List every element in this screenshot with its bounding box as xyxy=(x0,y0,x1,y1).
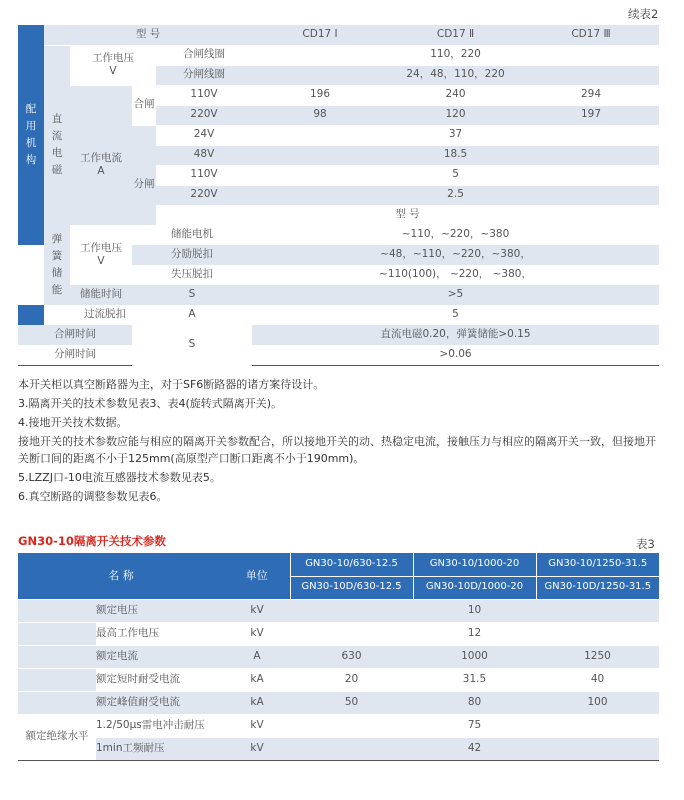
row-value: 42 xyxy=(290,737,659,760)
spring-type-label: 型 号 xyxy=(156,205,659,225)
row-name: 额定峰值耐受电流 xyxy=(96,691,224,714)
note-1: 3.隔离开关的技术参数见表3、表4(旋转式隔离开关)。 xyxy=(18,397,283,410)
table2 xyxy=(18,25,659,246)
open-48v-value: 18.5 xyxy=(252,145,659,165)
notes xyxy=(18,376,663,505)
close-220v-cd17-1: 98 xyxy=(252,105,388,125)
row-unit: kA xyxy=(224,691,290,714)
close-coil-value: 110，220 xyxy=(252,45,659,65)
grp-empty-1 xyxy=(18,599,96,622)
open-24v-value: 37 xyxy=(252,125,659,145)
row-unit: kV xyxy=(224,599,290,622)
grp-empty-3 xyxy=(18,645,96,668)
model-cd17-2: CD17 Ⅱ xyxy=(388,25,523,45)
time-unit: S xyxy=(132,325,252,365)
table2-spring xyxy=(44,225,659,306)
overcurrent-value: 5 xyxy=(252,305,659,325)
row-value-1: 50 xyxy=(290,691,413,714)
spring-label: 弹簧储能 xyxy=(44,225,70,305)
table2-tail xyxy=(18,305,659,366)
current-label: 工作电流 A xyxy=(70,85,132,245)
close-label: 合闸 xyxy=(132,85,156,125)
open-label: 分闸 xyxy=(132,125,156,245)
head-name: 名 称 xyxy=(18,553,224,599)
table3 xyxy=(18,553,659,761)
head-col-3-top: GN30-10/1250-31.5 xyxy=(536,553,659,576)
row-value-2: 31.5 xyxy=(413,668,536,691)
table2-caption: 续表2 xyxy=(628,7,659,21)
head-col-1-top: GN30-10/630-12.5 xyxy=(290,553,413,576)
close-110v-label: 110V xyxy=(156,85,252,105)
table3-tag: 表3 xyxy=(636,537,655,551)
row-unit: kV xyxy=(224,737,290,760)
model-cd17-1: CD17 Ⅰ xyxy=(252,25,388,45)
row-name: 最高工作电压 xyxy=(96,622,224,645)
close-220v-cd17-2: 120 xyxy=(388,105,523,125)
note-2: 4.接地开关技术数据。 xyxy=(18,416,128,429)
open-110v-value: 5 xyxy=(252,165,659,185)
group-insulation: 额定绝缘水平 xyxy=(18,714,96,760)
motor-value: ~110，~220，~380 xyxy=(252,225,659,245)
close-time-label: 合闸时间 xyxy=(18,325,132,345)
row-name: 额定短时耐受电流 xyxy=(96,668,224,691)
spring-voltage-label: 工作电压 V xyxy=(70,225,132,285)
close-110v-cd17-3: 294 xyxy=(523,85,659,105)
shunt-value: ~48，~110，~220，~380， xyxy=(252,245,659,265)
row-value-2: 80 xyxy=(413,691,536,714)
open-time-label: 分闸时间 xyxy=(18,345,132,365)
motor-label: 储能电机 xyxy=(132,225,252,245)
open-220v-value: 2.5 xyxy=(252,185,659,205)
side-bar-cap xyxy=(18,305,44,325)
store-time-label: 储能时间 xyxy=(70,285,132,305)
row-value-2: 1000 xyxy=(413,645,536,668)
note-3: 接地开关的技术参数应能与相应的隔离开关参数配合，所以接地开关的动、热稳定电流，接触压力与相应的隔离开关一致，但接地开关断口间的距离不小于125mm(高原型产口断口距离不小于190mm)。 xyxy=(18,435,656,465)
head-unit: 单位 xyxy=(224,553,290,599)
row-value: 10 xyxy=(290,599,659,622)
close-220v-cd17-3: 197 xyxy=(523,105,659,125)
grp-empty-5 xyxy=(18,691,96,714)
em-label: 直流电磁 xyxy=(44,45,70,245)
close-220v-label: 220V xyxy=(156,105,252,125)
row-name: 额定电流 xyxy=(96,645,224,668)
open-coil-label: 分闸线圈 xyxy=(156,65,252,85)
open-time-value: >0.06 xyxy=(252,345,659,365)
close-110v-cd17-1: 196 xyxy=(252,85,388,105)
undervolt-value: ~110(100)， ~220， ~380， xyxy=(252,265,659,285)
row-value: 75 xyxy=(290,714,659,737)
shunt-label: 分励脱扣 xyxy=(132,245,252,265)
row-value-1: 630 xyxy=(290,645,413,668)
row-value-3: 40 xyxy=(536,668,659,691)
note-4: 5.LZZJ口-10电流互感器技术参数见表5。 xyxy=(18,471,221,484)
undervolt-label: 失压脱扣 xyxy=(132,265,252,285)
type-label: 型 号 xyxy=(44,25,252,45)
voltage-label: 工作电压 V xyxy=(70,45,156,85)
row-name: 1.2/50μs雷电冲击耐压 xyxy=(96,714,224,737)
store-time-unit: S xyxy=(132,285,252,305)
note-5: 6.真空断路的调整参数见表6。 xyxy=(18,490,168,503)
head-col-2-top: GN30-10/1000-20 xyxy=(413,553,536,576)
grp-empty-4 xyxy=(18,668,96,691)
row-unit: A xyxy=(224,645,290,668)
overcurrent-label: 过流脱扣 xyxy=(44,305,132,325)
row-unit: kV xyxy=(224,714,290,737)
head-col-2-bottom: GN30-10D/1000-20 xyxy=(413,576,536,599)
row-unit: kA xyxy=(224,668,290,691)
open-48v-label: 48V xyxy=(156,145,252,165)
overcurrent-unit: A xyxy=(132,305,252,325)
head-col-3-bottom: GN30-10D/1250-31.5 xyxy=(536,576,659,599)
row-name: 额定电压 xyxy=(96,599,224,622)
open-110v-label: 110V xyxy=(156,165,252,185)
row-value-3: 1250 xyxy=(536,645,659,668)
open-220v-label: 220V xyxy=(156,185,252,205)
row-value: 12 xyxy=(290,622,659,645)
close-time-value: 直流电磁0.20，弹簧储能>0.15 xyxy=(252,325,659,345)
close-110v-cd17-2: 240 xyxy=(388,85,523,105)
note-0: 本开关柜以真空断路器为主，对于SF6断路器的诸方案待设计。 xyxy=(18,378,325,391)
row-value-1: 20 xyxy=(290,668,413,691)
row-unit: kV xyxy=(224,622,290,645)
head-col-1-bottom: GN30-10D/630-12.5 xyxy=(290,576,413,599)
row-name: 1min工频耐压 xyxy=(96,737,224,760)
open-24v-label: 24V xyxy=(156,125,252,145)
open-coil-value: 24，48，110，220 xyxy=(252,65,659,85)
close-coil-label: 合闸线圈 xyxy=(156,45,252,65)
model-cd17-3: CD17 Ⅲ xyxy=(523,25,659,45)
grp-empty-2 xyxy=(18,622,96,645)
side-label: 配用机构 xyxy=(18,25,44,245)
row-value-3: 100 xyxy=(536,691,659,714)
table3-title: GN30-10隔离开关技术参数 xyxy=(18,534,166,548)
store-time-value: >5 xyxy=(252,285,659,305)
